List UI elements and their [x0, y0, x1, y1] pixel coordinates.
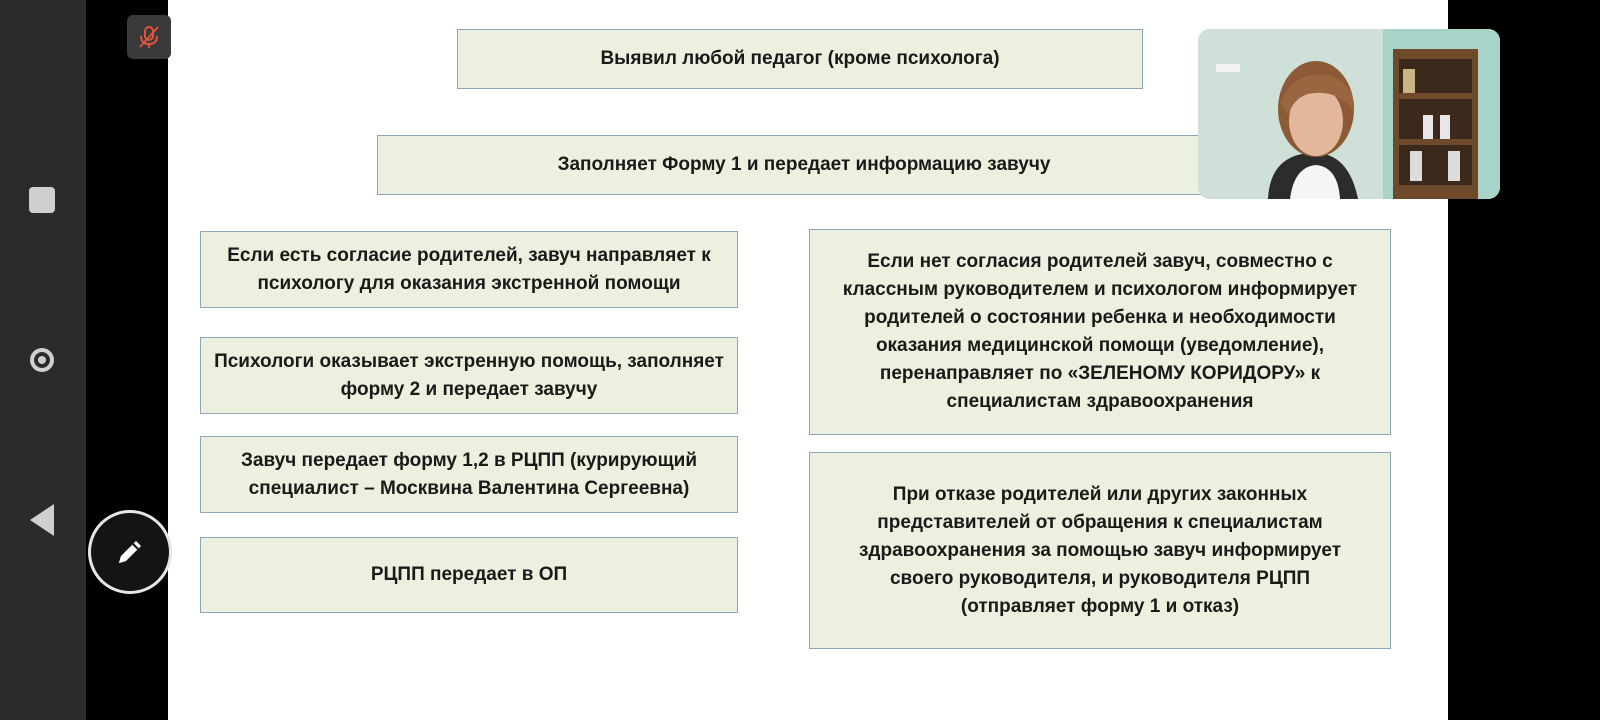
slide-box-left-4: РЦПП передает в ОП	[200, 537, 738, 613]
mic-muted-icon	[136, 24, 162, 50]
participant-video-image	[1198, 29, 1500, 199]
recents-square-icon[interactable]	[22, 180, 62, 220]
slide-box-left-2: Психологи оказывает экстренную помощь, заполняет форму 2 и передает завучу	[200, 337, 738, 414]
annotate-pen-button[interactable]	[88, 510, 172, 594]
back-triangle-icon[interactable]	[22, 500, 62, 540]
slide-box-left-3: Завуч передает форму 1,2 в РЦПП (курирующий специалист – Москвина Валентина Сергеевна)	[200, 436, 738, 513]
home-circle-icon[interactable]	[22, 340, 62, 380]
pen-icon	[111, 533, 149, 571]
slide-box-right-2: При отказе родителей или других законных представителей от обращения к специалистам здравоохранения за помощью завуч информирует своего руководителя, и руководителя РЦПП (отправляет форму 1 и отказ)	[809, 452, 1391, 649]
slide-box-right-1: Если нет согласия родителей завуч, совместно с классным руководителем и психологом информирует родителей о состоянии ребенка и необходимости оказания медицинской помощи (уведомление), перенаправляет по «ЗЕЛЕНОМУ КОРИДОРУ» к специалистам здравоохранения	[809, 229, 1391, 435]
participant-video[interactable]	[1198, 29, 1500, 199]
slide-box-left-1: Если есть согласие родителей, завуч направляет к психологу для оказания экстренной помощи	[200, 231, 738, 308]
slide-box-top: Выявил любой педагог (кроме психолога)	[457, 29, 1143, 89]
slide-box-second: Заполняет Форму 1 и передает информацию завучу	[377, 135, 1231, 195]
left-black-strip	[86, 0, 168, 720]
mic-toggle-button[interactable]	[127, 15, 171, 59]
android-nav-bar	[0, 0, 86, 720]
